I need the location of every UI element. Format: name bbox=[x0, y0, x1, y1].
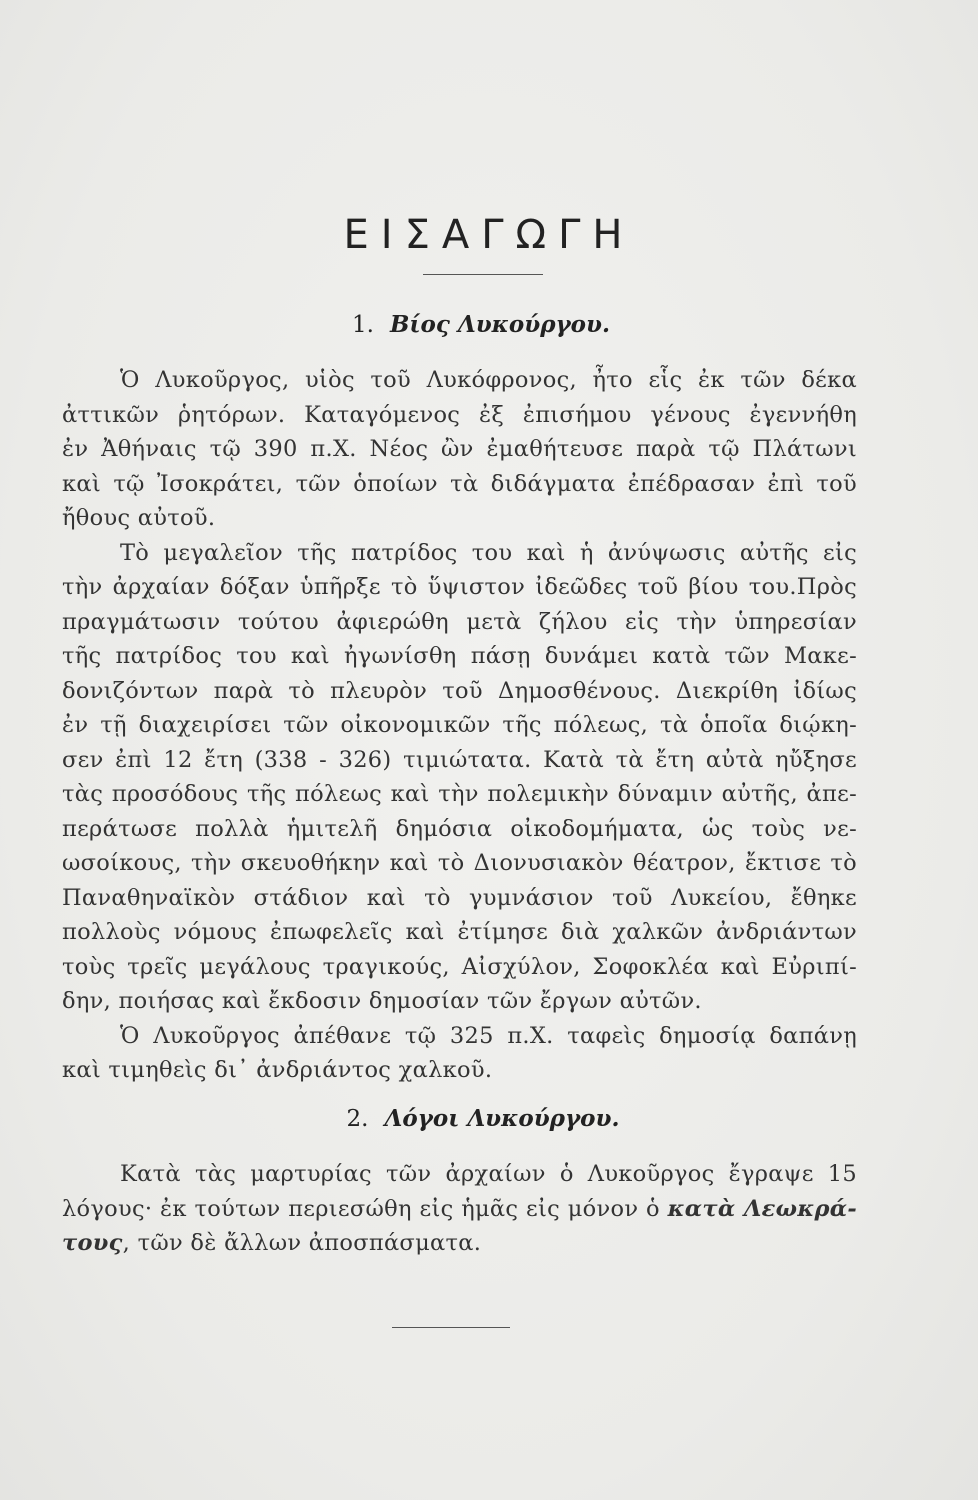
body-line: Ὁ Λυκοῦργος, υἱὸς τοῦ Λυκόφρονος, ἦτο εἷς ἐκ τῶν δέκα bbox=[120, 367, 857, 393]
body-line: καὶ τῷ Ἰσοκράτει, τῶν ὁποίων τὰ διδάγματα ἐπέδρασαν ἐπὶ τοῦ bbox=[62, 470, 857, 497]
body-line: τοὺς τρεῖς μεγάλους τραγικούς, Αἰσχύλον, Σοφοκλέα καὶ Εὐριπί- bbox=[62, 953, 857, 980]
section-2-heading bbox=[0, 1105, 972, 1132]
body-line bbox=[62, 1226, 857, 1261]
body-line: Τὸ μεγαλεῖον τῆς πατρίδος του καὶ ἡ ἀνύψωσις αὐτῆς εἰς bbox=[120, 539, 857, 566]
body-line: ἐν τῇ διαχειρίσει τῶν οἰκονομικῶν τῆς πόλεως, τὰ ὁποῖα διῴκη- bbox=[62, 712, 857, 738]
section-1-body bbox=[62, 363, 857, 1088]
section-1-title: Βίος Λυκούργου. bbox=[389, 311, 610, 338]
section-1-number: 1. bbox=[351, 312, 374, 338]
body-line: Παναθηναϊκὸν στάδιον καὶ τὸ γυμνάσιον τοῦ Λυκείου, ἔθηκε bbox=[62, 884, 857, 911]
body-line: πραγμάτωσιν τούτου ἀφιερώθη μετὰ ζήλου εἰς τὴν ὑπηρεσίαν bbox=[62, 608, 857, 635]
body-line: ἤθους αὐτοῦ. bbox=[62, 505, 216, 531]
body-line: τὴν ἀρχαίαν δόξαν ὑπῆρξε τὸ ὕψιστον ἰδεῶδες τοῦ βίου του.Πρὸς bbox=[62, 574, 857, 600]
body-line: ωσοίκους, τὴν σκευοθήκην καὶ τὸ Διονυσιακὸν θέατρον, ἔκτισε τὸ bbox=[62, 850, 857, 876]
body-line: καὶ τιμηθεὶς δι᾽ ἀνδριάντος χαλκοῦ. bbox=[62, 1057, 493, 1083]
end-divider bbox=[392, 1327, 510, 1328]
section-1-heading bbox=[0, 311, 970, 338]
speech-title-emphasis: κατὰ Λεωκρά- bbox=[667, 1195, 858, 1222]
section-2-number: 2. bbox=[346, 1106, 369, 1132]
body-line: ἀττικῶν ῥητόρων. Καταγόμενος ἐξ ἐπισήμου γένους ἐγεννήθη bbox=[62, 401, 857, 428]
section-2-title: Λόγοι Λυκούργου. bbox=[384, 1105, 620, 1132]
body-text: , τῶν δὲ ἄλλων ἀποσπάσματα. bbox=[122, 1230, 482, 1256]
section-2-body bbox=[62, 1157, 857, 1261]
body-line: δονιζόντων παρὰ τὸ πλευρὸν τοῦ Δημοσθένους. Διεκρίθη ἰδίως bbox=[62, 677, 857, 704]
body-text: λόγους· ἐκ τούτων περιεσώθη εἰς ἡμᾶς εἰς μόνον ὁ bbox=[62, 1195, 660, 1222]
chapter-title: ΕΙΣΑΓΩΓΗ bbox=[343, 212, 635, 258]
title-divider bbox=[423, 274, 543, 275]
speech-title-emphasis: τους bbox=[62, 1230, 123, 1256]
body-line: πολλοὺς νόμους ἐπωφελεῖς καὶ ἐτίμησε διὰ χαλκῶν ἀνδριάντων bbox=[62, 919, 857, 945]
body-line: Ὁ Λυκοῦργος ἀπέθανε τῷ 325 π.Χ. ταφεὶς δημοσίᾳ δαπάνῃ bbox=[120, 1022, 857, 1049]
body-line: Κατὰ τὰς μαρτυρίας τῶν ἀρχαίων ὁ Λυκοῦργος ἔγραψε 15 bbox=[120, 1161, 857, 1187]
body-line bbox=[62, 1192, 857, 1227]
body-line: τὰς προσόδους τῆς πόλεως καὶ τὴν πολεμικὴν δύναμιν αὐτῆς, ἀπε- bbox=[62, 781, 857, 807]
body-line: ἐν Ἀθήναις τῷ 390 π.Χ. Νέος ὢν ἐμαθήτευσε παρὰ τῷ Πλάτωνι bbox=[62, 436, 857, 462]
body-line: περάτωσε πολλὰ ἡμιτελῆ δημόσια οἰκοδομήματα, ὡς τοὺς νε- bbox=[62, 815, 857, 842]
body-line: τῆς πατρίδος του καὶ ἠγωνίσθη πάσῃ δυνάμει κατὰ τῶν Μακε- bbox=[62, 643, 857, 669]
body-line: δην, ποιήσας καὶ ἔκδοσιν δημοσίαν τῶν ἔργων αὐτῶν. bbox=[62, 988, 702, 1014]
body-line: σεν ἐπὶ 12 ἔτη (338 - 326) τιμιώτατα. Κατὰ τὰ ἔτη αὐτὰ ηὔξησε bbox=[62, 746, 857, 773]
